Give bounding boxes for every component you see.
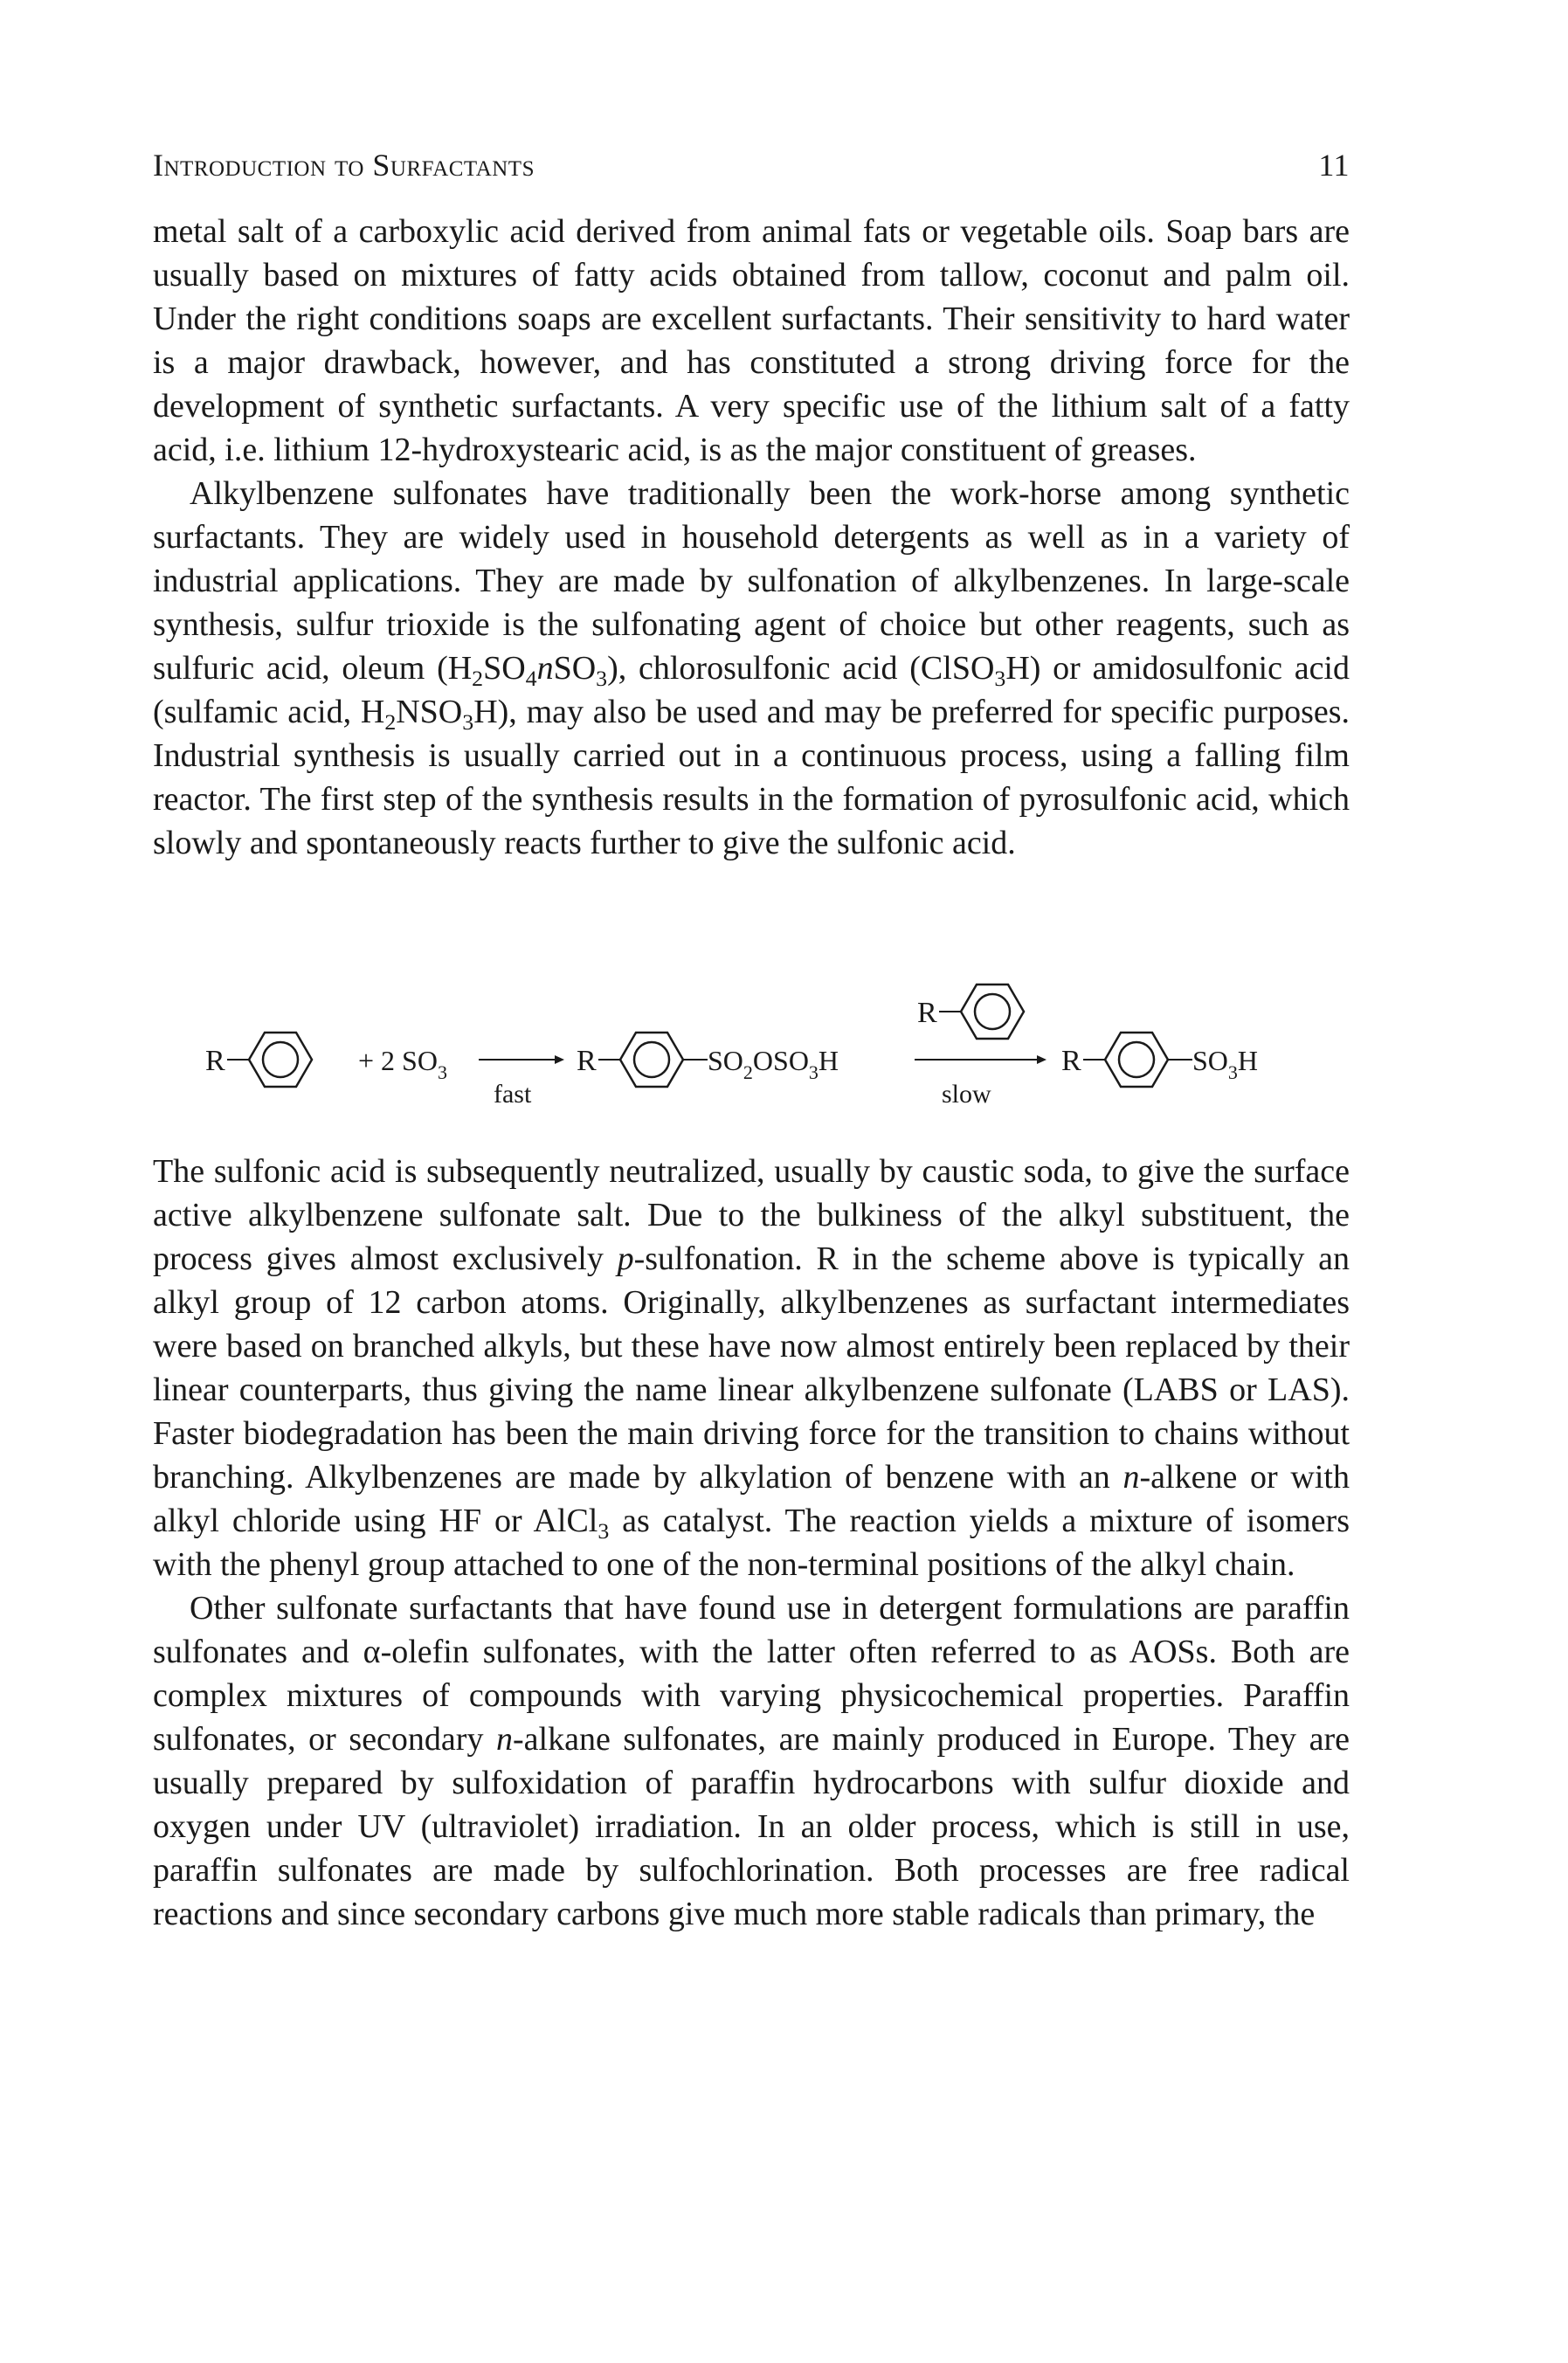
- running-title: Introduction to Surfactants: [153, 148, 535, 183]
- benzene-ring-reactant: [249, 1033, 312, 1087]
- scheme-pyrosulfonic-group: $SO_2OSO_3H$: [708, 1045, 839, 1083]
- scheme-reagent: + 2 $SO_3$: [358, 1045, 447, 1083]
- paragraph-alkylbenzene: Alkylbenzene sulfonates have traditionally been the work-horse among synthetic surfactants. They are widely used in household detergents as well as in a variety of industrial applications. They are made by sulfonation of alkylbenzenes. In large-scale synthesis, sulfur trioxide is the sulfonating agent of choice but other reagents, such as sulfuric acid, oleum $(H_2SO_4nSO_3)$, chlorosulfonic acid (ClSO$_3$H) or amidosulfonic acid (sulfamic acid, $H_2NSO_3H$), may also be used and may be preferred for specific purposes. Industrial synthesis is usually carried out in a continuous process, using a falling film reactor. The first step of the synthesis results in the formation of pyrosulfonic acid, which slowly and spontaneously reacts further to give the sulfonic acid.: [153, 475, 1350, 861]
- benzene-ring-product: [1105, 1033, 1168, 1087]
- sulfonation-scheme: [201, 970, 1337, 1136]
- page-number: 11: [1318, 148, 1350, 183]
- scheme-r-2: R: [577, 1045, 597, 1077]
- scheme-r-3: R: [1061, 1045, 1081, 1077]
- benzene-ring-intermediate: [620, 1033, 683, 1087]
- scheme-r-1: R: [205, 1045, 225, 1077]
- paragraph-neutralization: The sulfonic acid is subsequently neutralized, usually by caustic soda, to give the surface active alkylbenzene sulfonate salt. Due to the bulkiness of the alkyl substituent, the process gives almost exclusively p-sulfonation. R in the scheme above is typically an alkyl group of 12 carbon atoms. Originally, alkylbenzenes as surfactant intermediates were based on branched alkyls, but these have now almost entirely been replaced by their linear counterparts, thus giving the name linear alkylbenzene sulfonate (LABS or LAS). Faster biodegradation has been the main driving force for the transition to chains without branching. Alkylbenzenes are made by alkylation of benzene with an n-alkene or with alkyl chloride using HF or AlCl$_3$ as catalyst. The reaction yields a mixture of isomers with the phenyl group attached to one of the non-terminal positions of the alkyl chain.: [153, 1153, 1350, 1583]
- paragraph-other-sulfonates: Other sulfonate surfactants that have found use in detergent formulations are paraffin sulfonates and α-olefin sulfonates, with the latter often referred to as AOSs. Both are complex mixtures of compounds with varying physicochemical properties. Paraffin sulfonates, or secondary n-alkane sulfonates, are mainly produced in Europe. They are usually prepared by sulfoxidation of paraffin hydrocarbons with sulfur dioxide and oxygen under UV (ultraviolet) irradiation. In an older process, which is still in use, paraffin sulfonates are made by sulfochlorination. Both processes are free radical reactions and since secondary carbons give much more stable radicals than primary, the: [153, 1590, 1350, 1932]
- benzene-ring-coreactant: [961, 985, 1024, 1039]
- paragraph-soap: metal salt of a carboxylic acid derived from animal fats or vegetable oils. Soap bars are usually based on mixtures of fatty acids obtained from tallow, coconut and palm oil. Under the right conditions soaps are excellent surfactants. Their sensitivity to hard water is a major drawback, however, and has constituted a strong driving force for the development of synthetic surfactants. A very specific use of the lithium salt of a fatty acid, i.e. lithium 12-hydroxystearic acid, is as the major constituent of greases.: [153, 213, 1350, 468]
- scheme-arrow-slow-label: slow: [942, 1080, 991, 1109]
- scheme-arrow-fast-label: fast: [494, 1080, 532, 1109]
- text-block-upper: [153, 210, 1350, 865]
- running-header: [153, 147, 1350, 183]
- scheme-r-coreactant: R: [917, 997, 937, 1029]
- text-block-lower: [153, 1150, 1350, 1936]
- scheme-sulfonic-group: $SO_3H$: [1192, 1045, 1259, 1083]
